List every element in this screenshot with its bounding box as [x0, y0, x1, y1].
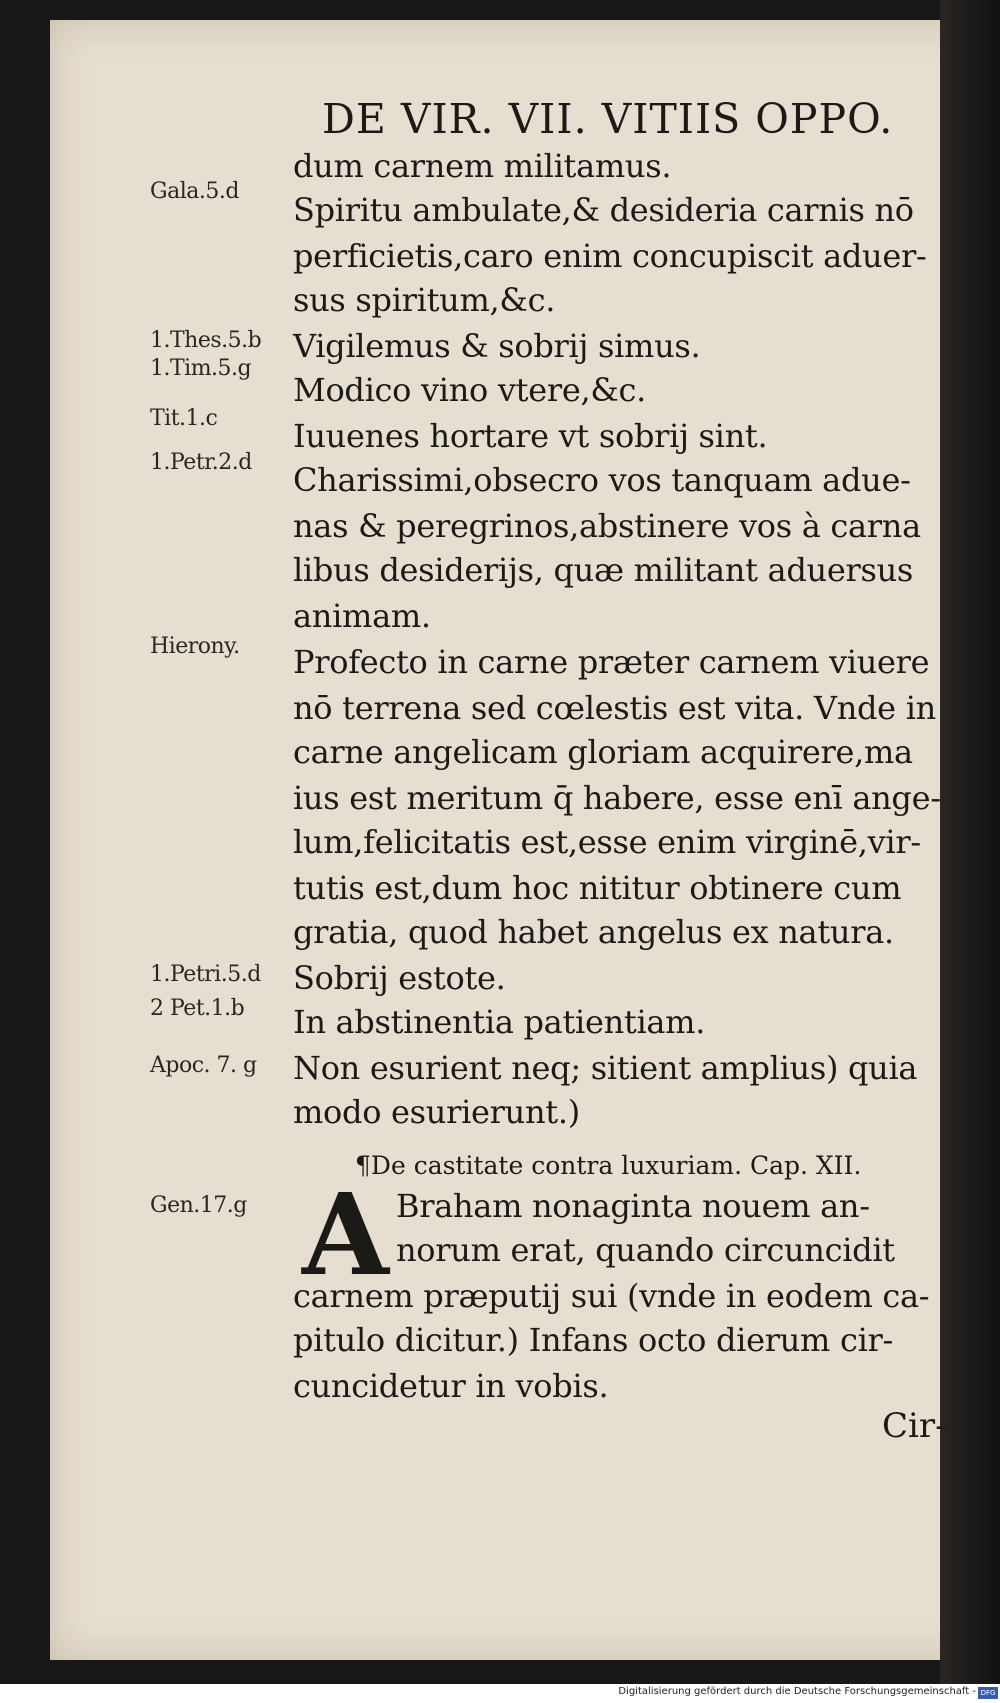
- text-line: norum erat, quando circuncidit: [396, 1231, 895, 1269]
- margin-note: 1.Thes.5.b: [150, 328, 262, 353]
- text-line: Iuuenes hortare vt sobrij sint.: [293, 417, 768, 455]
- text-line: animam.: [293, 597, 431, 635]
- text-line: gratia, quod habet angelus ex natura.: [293, 913, 894, 951]
- margin-note: 1.Petri.5.d: [150, 962, 261, 987]
- text-line: Spiritu ambulate,& desideria carnis nō: [293, 191, 914, 229]
- margin-note: Gen.17.g: [150, 1193, 247, 1218]
- text-line: nō terrena sed cœlestis est vita. Vnde in: [293, 689, 936, 727]
- margin-note: 1.Tim.5.g: [150, 356, 252, 381]
- text-line: Charissimi,obsecro vos tanquam adue-: [293, 461, 911, 499]
- text-line: Sobrij estote.: [293, 959, 506, 997]
- chapter-heading: ¶De castitate contra luxuriam. Cap. XII.: [355, 1151, 862, 1180]
- text-line: Non esurient neq; sitient amplius) quia: [293, 1049, 918, 1087]
- margin-note: Hierony.: [150, 634, 240, 659]
- page-edge: [940, 0, 1000, 1703]
- text-line: dum carnem militamus.: [293, 147, 672, 185]
- drop-cap: A: [302, 1170, 389, 1301]
- text-line: lum,felicitatis est,esse enim virginē,vir-: [293, 823, 921, 861]
- text-line: In abstinentia patientiam.: [293, 1003, 706, 1041]
- margin-note: Tit.1.c: [150, 406, 218, 431]
- text-line: cuncidetur in vobis.: [293, 1367, 609, 1405]
- text-line: tutis est,dum hoc nititur obtinere cum: [293, 869, 902, 907]
- catchword: Cir-: [882, 1406, 947, 1446]
- text-line: Braham nonaginta nouem an-: [396, 1187, 870, 1225]
- margin-note: 2 Pet.1.b: [150, 996, 245, 1021]
- text-line: ius est meritum q̄ habere, esse enī ange-: [293, 779, 941, 817]
- text-line: nas & peregrinos,abstinere vos à carna: [293, 507, 921, 545]
- text-line: libus desiderijs, quæ militant aduersus: [293, 551, 914, 589]
- text-line: Vigilemus & sobrij simus.: [293, 327, 701, 365]
- text-line: sus spiritum,&c.: [293, 281, 556, 319]
- dfg-logo-icon: DFG: [978, 1687, 998, 1699]
- margin-note: Gala.5.d: [150, 179, 239, 204]
- margin-note: 1.Petr.2.d: [150, 450, 252, 475]
- text-line: modo esurierunt.): [293, 1093, 580, 1131]
- text-line: Modico vino vtere,&c.: [293, 371, 647, 409]
- text-line: pitulo dicitur.) Infans octo dierum cir-: [293, 1321, 894, 1359]
- footer-credit: Digitalisierung gefördert durch die Deutsche Forschungsgemeinschaft -: [618, 1686, 976, 1697]
- text-line: perficietis,caro enim concupiscit aduer-: [293, 237, 927, 275]
- text-line: carne angelicam gloriam acquirere,ma: [293, 733, 913, 771]
- running-header: DE VIR. VII. VITIIS OPPO.: [322, 95, 894, 143]
- margin-note: Apoc. 7. g: [150, 1053, 257, 1078]
- text-line: carnem præputij sui (vnde in eodem ca-: [293, 1277, 930, 1315]
- text-line: Profecto in carne præter carnem viuere: [293, 643, 930, 681]
